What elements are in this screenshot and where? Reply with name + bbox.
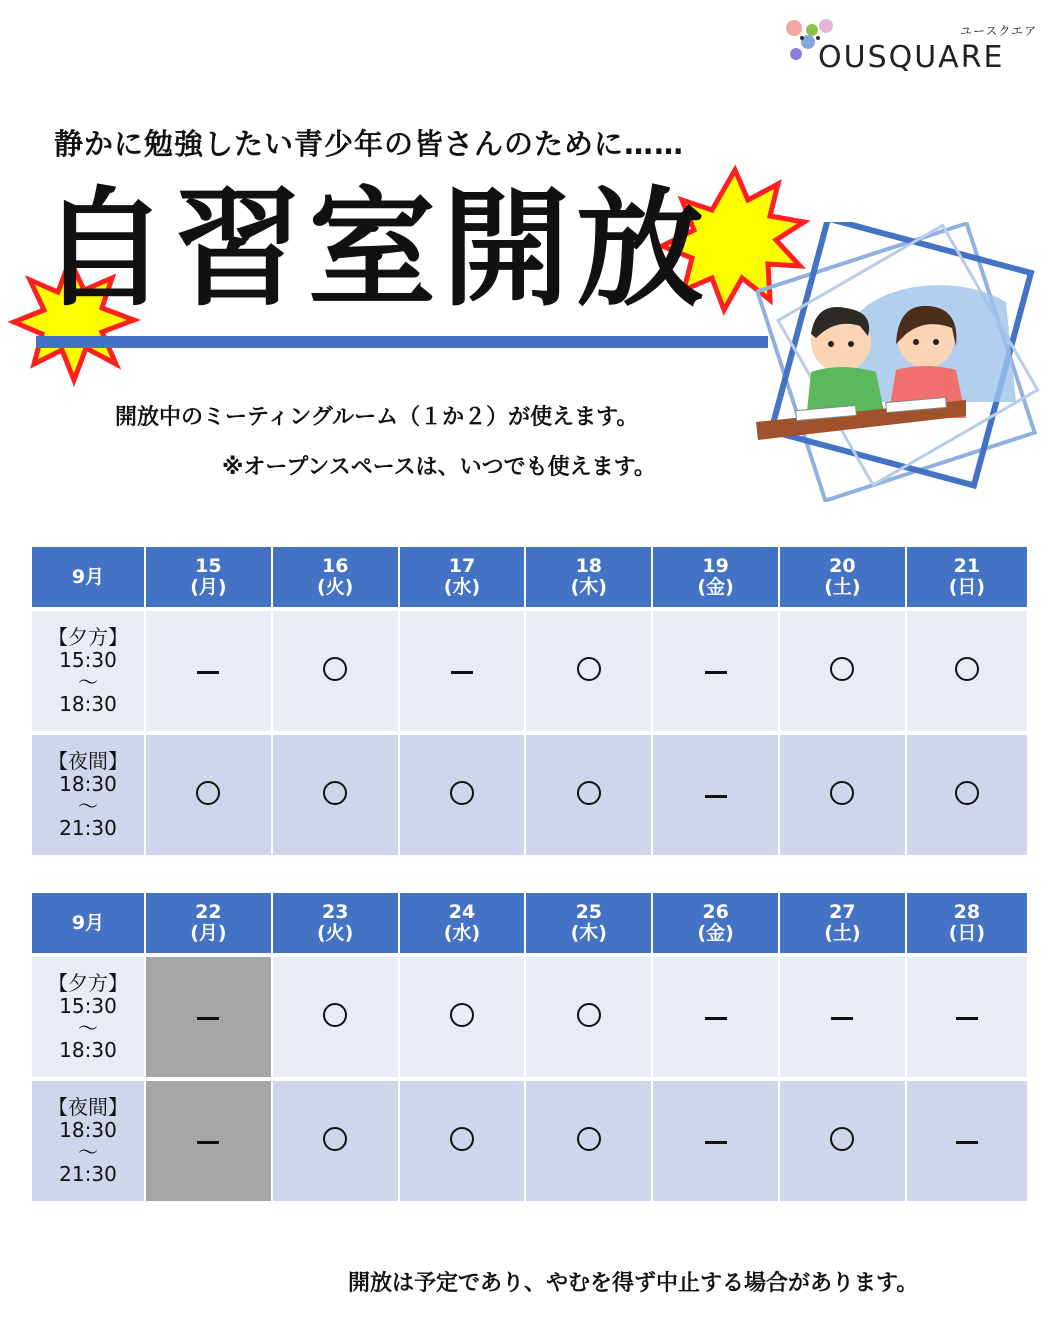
availability-cell: [400, 607, 527, 731]
available-circle-icon: [323, 657, 347, 681]
students-studying-illustration: [756, 222, 1042, 502]
notice-meeting-room: 開放中のミーティングルーム（１か２）が使えます。: [115, 405, 639, 430]
day-header: 28 (日): [907, 893, 1027, 953]
availability-cell: [780, 731, 907, 855]
page-title: 自習室開放: [40, 175, 711, 324]
day-header: 26 (金): [653, 893, 780, 953]
day-header: 22 (月): [146, 893, 273, 953]
availability-cell: [907, 1077, 1027, 1201]
schedule-header-row: [32, 547, 1027, 607]
availability-cell: [907, 953, 1027, 1077]
availability-cell: [273, 1077, 400, 1201]
availability-cell-closed: [146, 1077, 273, 1201]
available-circle-icon: [830, 781, 854, 805]
unavailable-dash-icon: [451, 671, 473, 674]
month-cell: 9月: [32, 893, 146, 953]
unavailable-dash-icon: [197, 1017, 219, 1020]
night-row: [32, 1077, 1027, 1201]
available-circle-icon: [577, 1003, 601, 1027]
availability-cell: [907, 607, 1027, 731]
schedule-table-week2: [32, 893, 1027, 1201]
availability-cell: [780, 1077, 907, 1201]
availability-cell: [907, 731, 1027, 855]
slot-label: 【夜間】 18:30 ～ 21:30: [32, 1077, 146, 1201]
available-circle-icon: [450, 781, 474, 805]
availability-cell: [526, 731, 653, 855]
available-circle-icon: [323, 1003, 347, 1027]
available-circle-icon: [830, 657, 854, 681]
availability-cell: [780, 953, 907, 1077]
footer-note: 開放は予定であり、やむを得ず中止する場合があります。: [348, 1271, 919, 1296]
availability-cell: [526, 953, 653, 1077]
unavailable-dash-icon: [197, 671, 219, 674]
month-cell: 9月: [32, 547, 146, 607]
evening-row: [32, 607, 1027, 731]
notice-open-space: ※オープンスペースは、いつでも使えます。: [222, 455, 656, 480]
available-circle-icon: [450, 1003, 474, 1027]
day-header: 18 (木): [526, 547, 653, 607]
availability-cell: [526, 607, 653, 731]
availability-cell: [400, 953, 527, 1077]
day-header: 16 (火): [273, 547, 400, 607]
available-circle-icon: [196, 781, 220, 805]
evening-row: [32, 953, 1027, 1077]
slot-label: 【夜間】 18:30 ～ 21:30: [32, 731, 146, 855]
available-circle-icon: [577, 657, 601, 681]
slot-label: 【夕方】 15:30 ～ 18:30: [32, 953, 146, 1077]
available-circle-icon: [323, 781, 347, 805]
availability-cell: [653, 1077, 780, 1201]
available-circle-icon: [323, 1127, 347, 1151]
unavailable-dash-icon: [705, 1017, 727, 1020]
available-circle-icon: [577, 1127, 601, 1151]
availability-cell: [780, 607, 907, 731]
unavailable-dash-icon: [705, 795, 727, 798]
unavailable-dash-icon: [956, 1017, 978, 1020]
availability-cell: [526, 1077, 653, 1201]
availability-cell: [653, 731, 780, 855]
title-underline: [36, 336, 768, 348]
availability-cell: [400, 1077, 527, 1201]
available-circle-icon: [830, 1127, 854, 1151]
day-header: 21 (日): [907, 547, 1027, 607]
availability-cell: [273, 607, 400, 731]
unavailable-dash-icon: [197, 1141, 219, 1144]
day-header: 19 (金): [653, 547, 780, 607]
day-header: 15 (月): [146, 547, 273, 607]
day-header: 17 (水): [400, 547, 527, 607]
availability-cell-closed: [146, 953, 273, 1077]
availability-cell: [400, 731, 527, 855]
availability-cell: [653, 607, 780, 731]
schedule-table-week1: [32, 547, 1027, 855]
availability-cell: [273, 731, 400, 855]
availability-cell: [146, 731, 273, 855]
day-header: 24 (水): [400, 893, 527, 953]
unavailable-dash-icon: [705, 1141, 727, 1144]
availability-cell: [146, 607, 273, 731]
logo-wordmark: OUSQUARE: [818, 40, 1005, 75]
available-circle-icon: [577, 781, 601, 805]
day-header: 27 (土): [780, 893, 907, 953]
day-header: 20 (土): [780, 547, 907, 607]
day-header: 25 (木): [526, 893, 653, 953]
availability-cell: [653, 953, 780, 1077]
available-circle-icon: [450, 1127, 474, 1151]
subtitle: 静かに勉強したい青少年の皆さんのために……: [54, 127, 685, 161]
unavailable-dash-icon: [831, 1017, 853, 1020]
available-circle-icon: [955, 657, 979, 681]
night-row: [32, 731, 1027, 855]
unavailable-dash-icon: [705, 671, 727, 674]
day-header: 23 (火): [273, 893, 400, 953]
logo-kana: ユースクエア: [960, 24, 1038, 38]
schedule-header-row: [32, 893, 1027, 953]
unavailable-dash-icon: [956, 1141, 978, 1144]
availability-cell: [273, 953, 400, 1077]
available-circle-icon: [955, 781, 979, 805]
slot-label: 【夕方】 15:30 ～ 18:30: [32, 607, 146, 731]
